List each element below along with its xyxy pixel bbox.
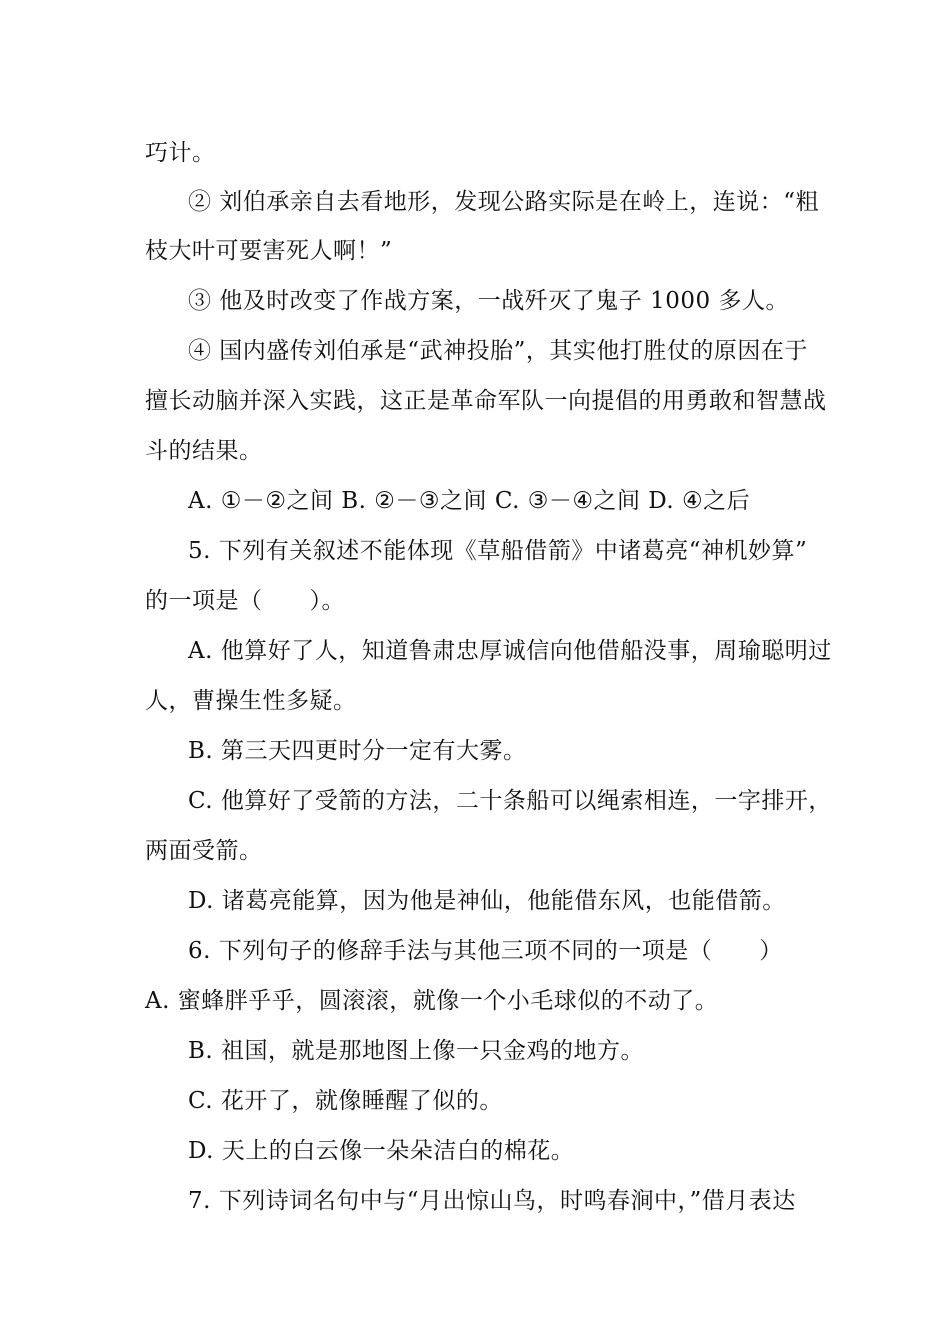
option-4-line-end: 斗的结果。: [145, 438, 263, 464]
question-5-option-d: D. 诸葛亮能算，因为他是神仙，他能借东风，也能借箭。: [188, 888, 786, 914]
option-4-line: ④ 国内盛传刘伯承是“武神投胎”，其实他打胜仗的原因在于: [188, 338, 808, 364]
option-3-line: ③ 他及时改变了作战方案，一战歼灭了鬼子 1000 多人。: [188, 288, 789, 314]
question-5-option-c-cont: 两面受箭。: [145, 838, 263, 864]
question-5-option-a-cont: 人，曹操生性多疑。: [145, 688, 357, 714]
option-2-line: ② 刘伯承亲自去看地形，发现公路实际是在岭上，连说：“粗: [188, 189, 820, 215]
question-5-option-b: B. 第三天四更时分一定有大雾。: [188, 738, 527, 764]
question-5-stem-cont: 的一项是（ ）。: [145, 588, 345, 614]
question-6-option-b: B. 祖国，就是那地图上像一只金鸡的地方。: [188, 1038, 645, 1064]
question-6-option-a: A. 蜜蜂胖乎乎，圆滚滚，就像一个小毛球似的不动了。: [145, 988, 719, 1014]
text-line-continuation: 巧计。: [145, 140, 216, 166]
question-5-stem: 5. 下列有关叙述不能体现《草船借箭》中诸葛亮“神机妙算”: [188, 538, 808, 564]
question-5-option-a: A. 他算好了人，知道鲁肃忠厚诚信向他借船没事，周瑜聪明过: [188, 638, 832, 664]
question-6-option-d: D. 天上的白云像一朵朵洁白的棉花。: [188, 1138, 575, 1164]
question-7-stem: 7. 下列诗词名句中与“月出惊山鸟，时鸣春涧中，”借月表达: [188, 1188, 796, 1214]
question-5-option-c: C. 他算好了受箭的方法，二十条船可以绳索相连，一字排开，: [188, 788, 832, 814]
question-4-choices: A. ①－②之间 B. ②－③之间 C. ③－④之间 D. ④之后: [188, 488, 751, 514]
question-6-stem: 6. 下列句子的修辞手法与其他三项不同的一项是（ ）: [188, 938, 783, 964]
option-4-line-cont: 擅长动脑并深入实践，这正是革命军队一向提倡的用勇敢和智慧战: [145, 388, 827, 414]
question-6-option-c: C. 花开了，就像睡醒了似的。: [188, 1088, 503, 1114]
option-2-line-cont: 枝大叶可要害死人啊！”: [145, 238, 393, 264]
